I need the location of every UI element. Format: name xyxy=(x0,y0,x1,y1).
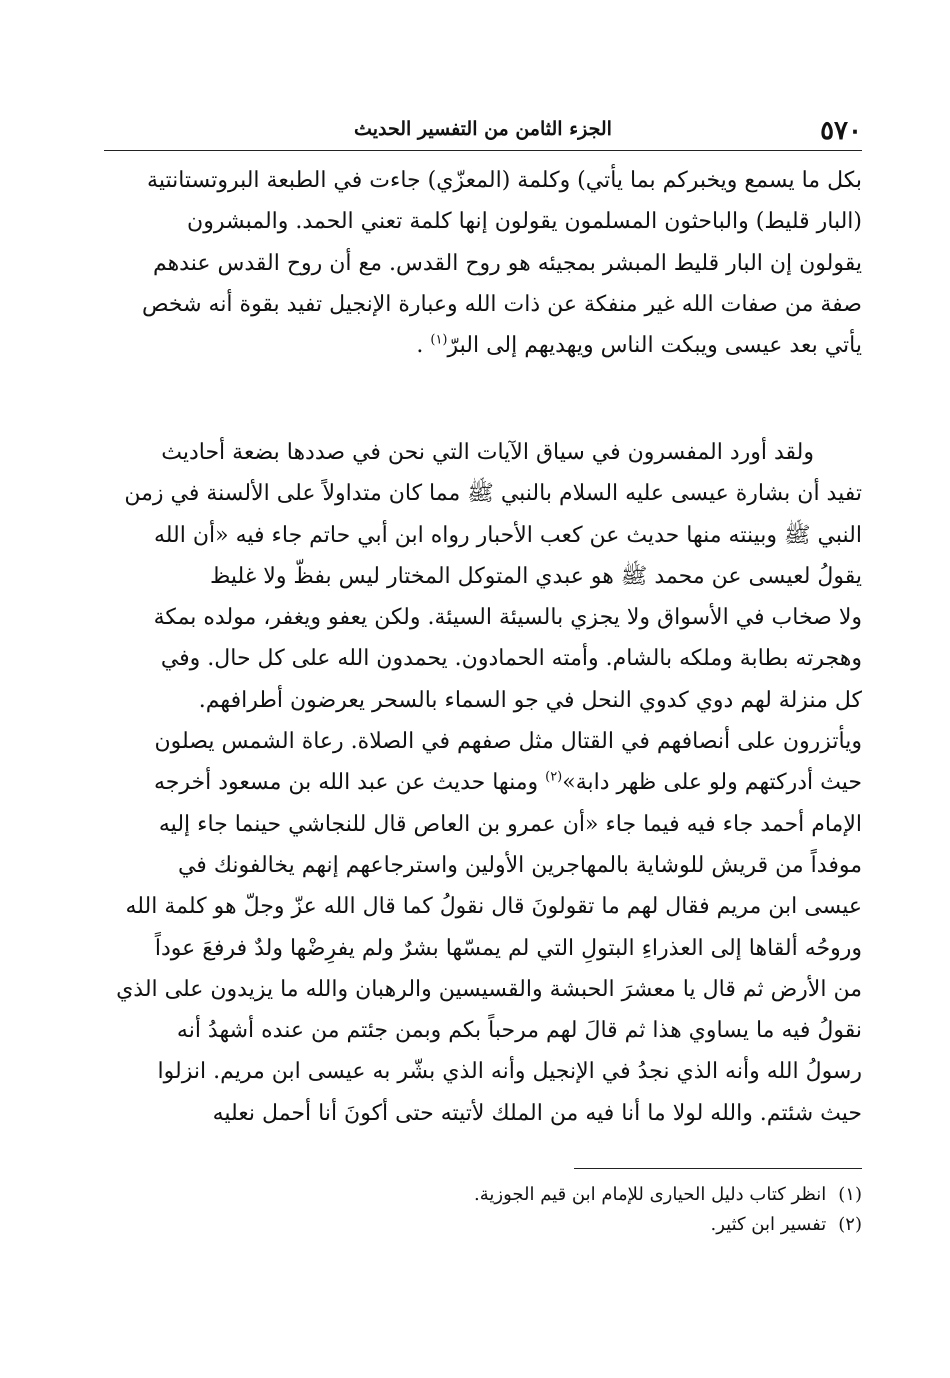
text-line: ولا صخاب في الأسواق ولا يجزي بالسيئة السيئة. ولكن يعفو ويغفر، مولده بمكة xyxy=(153,605,862,631)
footnote-text: تفسير ابن كثير. xyxy=(710,1214,827,1235)
text-segment: ومنها حديث عن عبد الله بن مسعود أخرجه xyxy=(154,770,546,796)
text-line: صفة من صفات الله غير منفكة عن ذات الله وعبارة الإنجيل تفيد بقوة أنه شخص xyxy=(141,291,862,317)
text-segment: يأتي بعد عيسى ويبكت الناس ويهديهم إلى البرّ xyxy=(447,333,862,359)
text-line xyxy=(104,762,862,803)
text-line xyxy=(104,325,862,366)
footnotes xyxy=(102,1180,862,1240)
text-line: النبي ﷺ وبينته منها حديث عن كعب الأحبار رواه ابن أبي حاتم جاء فيه «أن الله xyxy=(153,522,862,548)
text-line: تفيد أن بشارة عيسى عليه السلام بالنبي ﷺ مما كان متداولاً على الألسنة في زمن xyxy=(124,481,862,507)
running-title: الجزء الثامن من التفسير الحديث xyxy=(354,118,612,140)
text-line: عيسى ابن مريم فقال لهم ما تقولونَ قال نقولُ كما قال الله عزّ وجلّ هو كلمة الله xyxy=(125,894,862,920)
text-line: ولقد أورد المفسرون في سياق الآيات التي نحن في صددها بضعة أحاديث xyxy=(161,440,814,465)
text-line: بكل ما يسمع ويخبركم بما يأتي) وكلمة (المعزّي) جاءت في الطبعة البروتستانتية xyxy=(147,168,862,193)
text-line: حيث شئتم. والله لولا ما أنا فيه من الملك لأتيته حتى أكونَ أنا أحمل نعليه xyxy=(212,1100,862,1126)
footnote-number: (١) xyxy=(838,1184,862,1205)
page-number: ٥٧٠ xyxy=(820,116,862,146)
text-line: وهجرته بطابة وملكه بالشام. وأمته الحمادون. يحمدون الله على كل حال. وفي xyxy=(160,646,862,672)
footnote-ref-2[interactable]: (٢) xyxy=(545,770,563,786)
paragraph-2 xyxy=(104,432,862,1134)
page-header xyxy=(104,112,862,152)
header-divider xyxy=(104,150,862,151)
text-line: كل منزلة لهم دوي كدوي النحل في جو السماء بالسحر يعرضون أطرافهم. xyxy=(198,687,862,713)
footnote-number: (٢) xyxy=(838,1214,862,1235)
text-line: من الأرض ثم قال يا معشرَ الحبشة والقسيسين والرهبان والله ما يزيدون على الذي xyxy=(116,976,862,1002)
text-segment: . xyxy=(416,333,431,359)
text-segment: حيث أدركتهم ولو على ظهر دابة» xyxy=(562,770,862,796)
text-line: وروحُه ألقاها إلى العذراءِ البتولِ التي لم يمسّها بشرٌ ولم يفرِضْها ولدٌ فرفعَ عوداً xyxy=(154,935,862,961)
footnote-2 xyxy=(102,1210,862,1240)
text-line: يقولون إن البار قليط المبشر بمجيئه هو روح القدس. مع أن روح القدس عندهم xyxy=(152,250,862,276)
text-line: ويأتزرون على أنصافهم في القتال مثل صفهم في الصلاة. رعاة الشمس يصلون xyxy=(154,729,862,755)
footnote-1 xyxy=(102,1180,862,1210)
text-line: نقولُ فيه ما يساوي هذا ثم قالَ لهم مرحباً بكم وبمن جئتم من عنده أشهدُ أنه xyxy=(176,1018,862,1044)
text-line: رسولُ الله وأنه الذي نجدُ في الإنجيل وأنه الذي بشّر به عيسى ابن مريم. انزلوا xyxy=(157,1059,862,1085)
footnote-text: انظر كتاب دليل الحيارى للإمام ابن قيم الجوزية. xyxy=(474,1184,827,1205)
text-line: موفداً من قريش للوشاية بالمهاجرين الأولين واسترجاعهم إنهم يخالفونك في xyxy=(177,852,862,878)
footnote-ref-1[interactable]: (١) xyxy=(430,332,448,348)
paragraph-1 xyxy=(104,160,862,366)
text-line: يقولُ لعيسى عن محمد ﷺ هو عبدي المتوكل المختار ليس بفظّ ولا غليظ xyxy=(209,563,862,589)
text-line: (البار قليط) والباحثون المسلمون يقولون إنها كلمة تعني الحمد. والمبشرون xyxy=(187,209,862,235)
text-line: الإمام أحمد جاء فيه فيما جاء «أن عمرو بن العاص قال للنجاشي حينما جاء إليه xyxy=(158,811,862,837)
footnote-divider xyxy=(574,1168,862,1169)
